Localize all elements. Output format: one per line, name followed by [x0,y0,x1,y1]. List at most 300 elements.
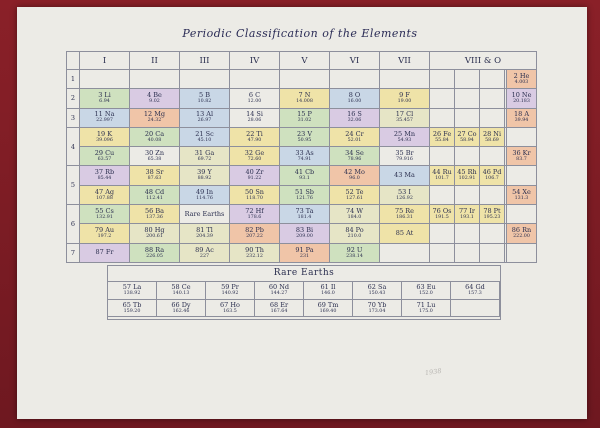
atomic-weight: 127.61 [346,195,363,201]
element [180,109,229,127]
element [80,205,129,223]
element-cell [280,108,330,127]
atomic-weight: 181.4 [297,214,312,220]
element-cell [80,205,130,224]
atomic-weight: 146.0 [321,291,335,296]
period-label: 4 [67,127,80,166]
table-row [67,224,537,243]
element-cell [455,224,480,243]
table-row [67,205,537,224]
element-symbol: 17 Cl [395,110,414,119]
element-cell [80,89,130,108]
element [330,186,379,204]
table-row [67,108,537,127]
element [380,205,429,223]
element [380,166,429,184]
element-cell [455,185,480,204]
element-symbol: 7 N [298,91,311,100]
atomic-weight: 12.00 [247,99,262,105]
element-symbol: 21 Sc [195,129,214,138]
element-symbol: 37 Rb [94,168,115,177]
element-symbol: 86 Rn [511,226,532,235]
element-cell [230,205,280,224]
element [507,224,536,242]
atomic-weight: 173.04 [368,308,386,314]
rare-earth-cell [255,282,304,300]
atomic-weight: 85.44 [97,176,112,182]
atomic-weight: 31.02 [297,118,312,124]
element-cell [80,70,130,89]
atomic-weight: 45.10 [197,137,212,143]
element-cell [380,89,430,108]
periodic-table [66,51,537,263]
element-cell [80,166,130,185]
element-symbol: 27 Co [457,129,477,138]
atomic-weight: 238.14 [346,253,363,259]
element-symbol: 44 Ru [432,168,452,177]
element-symbol: 83 Bi [295,226,314,235]
element-symbol: 18 A [513,110,530,119]
element [380,128,429,146]
element [157,282,205,299]
group-header: III [180,52,230,70]
atomic-weight: 69.72 [197,157,212,163]
element-cell [130,243,180,262]
group-header: V [280,52,330,70]
element-symbol: 2 He [513,71,530,80]
atomic-weight: 138.92 [123,291,141,296]
element [330,244,379,262]
group-header: VII [380,52,430,70]
element-symbol: 89 Ac [195,245,214,254]
element-cell [280,224,330,243]
rare-earth-cell [157,282,206,300]
element [380,89,429,107]
element-symbol: 84 Po [345,226,364,235]
atomic-weight: 91.22 [247,176,262,182]
element-cell [507,147,537,166]
atomic-weight: 159.20 [123,308,141,314]
element-symbol: 16 S [347,110,362,119]
element [280,205,329,223]
table-row [108,299,500,317]
atomic-weight: 222.00 [513,234,530,240]
element-cell [380,108,430,127]
element-cell [430,108,455,127]
element [507,109,536,127]
element-symbol: 60 Nd [268,283,290,291]
element-cell [280,166,330,185]
element [280,244,329,262]
element-cell [330,185,380,204]
atomic-weight: 58.94 [460,137,474,143]
element [230,109,279,127]
element-cell [280,89,330,108]
atomic-weight: 137.36 [146,214,163,220]
element [230,147,279,165]
element [353,300,401,317]
element-cell [230,243,280,262]
element [507,147,536,165]
atomic-weight: 32.06 [347,118,362,124]
element [108,282,156,299]
element [430,205,454,223]
element-cell [130,185,180,204]
element-symbol: 28 Ni [482,129,502,138]
element-cell [80,147,130,166]
element-symbol: 51 Sb [295,187,314,196]
element [157,300,205,317]
element-symbol: 33 As [295,149,314,158]
element-symbol: 64 Gd [465,283,485,291]
element [330,109,379,127]
atomic-weight: 19.00 [397,99,412,105]
element-cell [180,70,230,89]
element-cell [330,127,380,146]
group-header: VIII & O [430,52,537,70]
element-cell [455,166,480,185]
atomic-weight: 191.5 [435,214,449,220]
element [402,300,450,317]
element [280,89,329,107]
element-cell [507,205,537,224]
element-symbol: 82 Pb [245,226,264,235]
element [80,109,129,127]
element [353,282,401,299]
element-symbol: 50 Sn [245,187,264,196]
element [455,128,479,146]
element [80,224,129,242]
element [80,147,129,165]
atomic-weight: 83.7 [516,157,527,163]
atomic-weight: 193.1 [460,214,474,220]
element-cell [130,127,180,146]
element-cell [280,147,330,166]
element [451,282,499,299]
atomic-weight: 132.91 [96,214,113,220]
atomic-weight: 72.60 [247,157,262,163]
element [330,128,379,146]
element [380,224,429,242]
element-symbol: 9 F [399,91,410,100]
element-symbol: 19 K [96,129,113,138]
element [230,128,279,146]
element-cell [480,147,505,166]
element-symbol: 14 Si [246,110,263,119]
element-symbol: 24 Cr [345,129,364,138]
element-symbol: 8 O [348,91,361,100]
element-symbol: 12 Mg [143,110,166,119]
element-cell [180,185,230,204]
atomic-weight: 47.90 [247,137,262,143]
element-symbol: 75 Re [394,206,415,215]
element-cell [180,89,230,108]
rare-earth-cell [304,299,353,317]
atomic-weight: 167.64 [270,308,288,314]
table-row [67,166,537,185]
atomic-weight: 102.91 [458,176,476,182]
element-symbol: 10 Ne [511,91,532,100]
element-symbol: 49 In [195,187,214,196]
element [180,147,229,165]
atomic-weight: 52.01 [347,137,362,143]
atomic-weight: 184.0 [347,214,362,220]
atomic-weight: 26.97 [197,118,212,124]
element-cell [430,243,455,262]
period-label: 7 [67,243,80,262]
element [130,166,179,184]
element-cell [507,185,537,204]
element [180,128,229,146]
element [304,282,352,299]
element [430,166,454,184]
element-cell [455,89,480,108]
group-header: IV [230,52,280,70]
element-symbol: 48 Cd [144,187,165,196]
table-row [67,185,537,204]
element [230,89,279,107]
element-symbol: 55 Cs [95,206,114,215]
element-cell [330,205,380,224]
element-cell [380,147,430,166]
element [130,128,179,146]
element-symbol: 42 Mo [344,168,365,177]
rare-earth-cell [304,282,353,300]
element-cell [330,89,380,108]
element-cell [230,89,280,108]
element-symbol: 77 Ir [458,206,475,215]
atomic-weight: 197.2 [97,234,112,240]
element [80,166,129,184]
element [130,224,179,242]
element [430,128,454,146]
element [130,147,179,165]
element-symbol: 30 Zn [144,149,165,158]
atomic-weight: 87.63 [147,176,162,182]
element-cell [507,70,537,89]
element-cell [380,185,430,204]
atomic-weight: 54.93 [397,137,412,143]
element-symbol: 81 Tl [196,226,213,235]
element-cell [230,185,280,204]
element [480,205,504,223]
element-cell [280,127,330,146]
element-cell [230,108,280,127]
element-symbol: 59 Pr [221,283,239,291]
element-symbol: 80 Hg [144,226,165,235]
atomic-weight: 107.88 [96,195,113,201]
element-symbol: 91 Pa [295,245,314,254]
element [255,282,303,299]
rare-earths-title: Rare Earths [273,268,335,278]
element [402,282,450,299]
element-symbol: 63 Eu [416,283,436,291]
element [380,147,429,165]
atomic-weight: 39.096 [96,137,113,143]
element-cell [455,108,480,127]
element [80,128,129,146]
element-symbol: 62 Sa [367,283,387,291]
element-cell [480,243,505,262]
rare-earth-cell [402,282,451,300]
element-cell [380,127,430,146]
atomic-weight: 65.38 [147,157,162,163]
element [230,166,279,184]
element-symbol: 11 Na [94,110,115,119]
element-cell [330,70,380,89]
element [230,205,279,223]
element-cell [330,224,380,243]
element-symbol: 57 La [122,283,142,291]
element [280,147,329,165]
element-symbol: 65 Tb [122,300,142,309]
atomic-weight: 35.457 [396,118,413,124]
atomic-weight: 162.46 [172,308,190,314]
element [280,109,329,127]
element-symbol: 53 I [398,187,411,196]
period-label: 3 [67,108,80,127]
element [230,186,279,204]
element-cell [330,147,380,166]
atomic-weight: 175.0 [419,308,433,314]
element-cell [507,89,537,108]
element-cell [130,70,180,89]
element-symbol: 22 Ti [246,129,263,138]
element-symbol: 58 Ce [171,283,191,291]
element [455,166,479,184]
element [330,205,379,223]
element-symbol: 88 Ra [144,245,165,254]
element-cell [507,108,537,127]
atomic-weight: 50.95 [297,137,312,143]
element-symbol: 68 Er [269,300,289,309]
group-header: VI [330,52,380,70]
element-cell [430,205,455,224]
element-cell [380,243,430,262]
element-cell [180,243,230,262]
element-symbol: 46 Pd [482,168,502,177]
element-cell [480,185,505,204]
element-symbol: 3 Li [98,91,111,100]
atomic-weight: 74.91 [297,157,312,163]
atomic-weight: 144.27 [270,291,288,296]
rare-earths-table [107,281,500,317]
element [330,224,379,242]
element [380,109,429,127]
element-cell [380,166,430,185]
element [180,205,229,223]
element [180,186,229,204]
element-cell [180,147,230,166]
element-symbol: 52 Te [345,187,364,196]
element-cell [230,147,280,166]
element-cell [280,205,330,224]
element [480,166,504,184]
atomic-weight: 227 [199,253,210,259]
atomic-weight: 96.0 [349,176,360,182]
table-row [67,89,537,108]
atomic-weight: 231 [299,253,310,259]
atomic-weight: 207.22 [246,234,263,240]
element [280,224,329,242]
element [80,244,129,262]
atomic-weight: 163.5 [223,308,237,314]
element [80,186,129,204]
pencil-note: 1938 [424,366,442,378]
period-label: 5 [67,166,80,205]
atomic-weight: 79.916 [396,157,413,163]
element-symbol: 73 Ta [295,206,314,215]
element [507,89,536,107]
element-symbol: 67 Ho [220,300,240,309]
atomic-weight: 152.0 [419,291,433,296]
rare-earth-cell [206,282,255,300]
element-cell [380,224,430,243]
element [507,70,536,88]
element-symbol: 4 Be [147,91,162,100]
table-row [108,282,500,300]
element-cell [507,224,537,243]
atomic-weight: 24.32 [147,118,162,124]
element [280,128,329,146]
atomic-weight: 6.94 [99,99,110,105]
group-header: I [80,52,130,70]
element-symbol: 38 Sr [145,168,164,177]
element-cell [380,205,430,224]
element-cell [180,127,230,146]
element-cell [380,70,430,89]
element [80,89,129,107]
atomic-weight: 20.183 [513,99,530,105]
atomic-weight: 209.00 [296,234,313,240]
rare-earth-cell [451,299,500,317]
element-cell [430,89,455,108]
atomic-weight: 226.05 [146,253,163,259]
element-cell [280,185,330,204]
element-symbol: 87 Fr [95,248,114,257]
element-cell [430,127,455,146]
element-cell [80,127,130,146]
element [180,89,229,107]
table-row [67,70,537,89]
element-symbol: 61 Il [320,283,336,291]
element-cell [455,127,480,146]
element-symbol: 40 Zr [245,168,264,177]
atomic-weight: 22.997 [96,118,113,124]
element [180,166,229,184]
element [255,300,303,317]
element-symbol: 45 Rh [457,168,477,177]
element-cell [480,166,505,185]
atomic-weight: 178.6 [247,214,262,220]
element-cell [330,108,380,127]
element [330,147,379,165]
rare-earth-cell [108,299,157,317]
element-symbol: Rare Earths [184,209,225,218]
element-symbol: 74 W [345,206,364,215]
element-symbol: 13 Al [195,110,214,119]
element-cell [130,166,180,185]
atomic-weight: 10.82 [197,99,212,105]
element [130,89,179,107]
element-cell [180,108,230,127]
element-symbol: 69 Tm [317,300,339,309]
element-cell [80,243,130,262]
element-cell [430,70,455,89]
element [230,224,279,242]
element-symbol: 39 Y [197,168,212,177]
element-cell [480,108,505,127]
